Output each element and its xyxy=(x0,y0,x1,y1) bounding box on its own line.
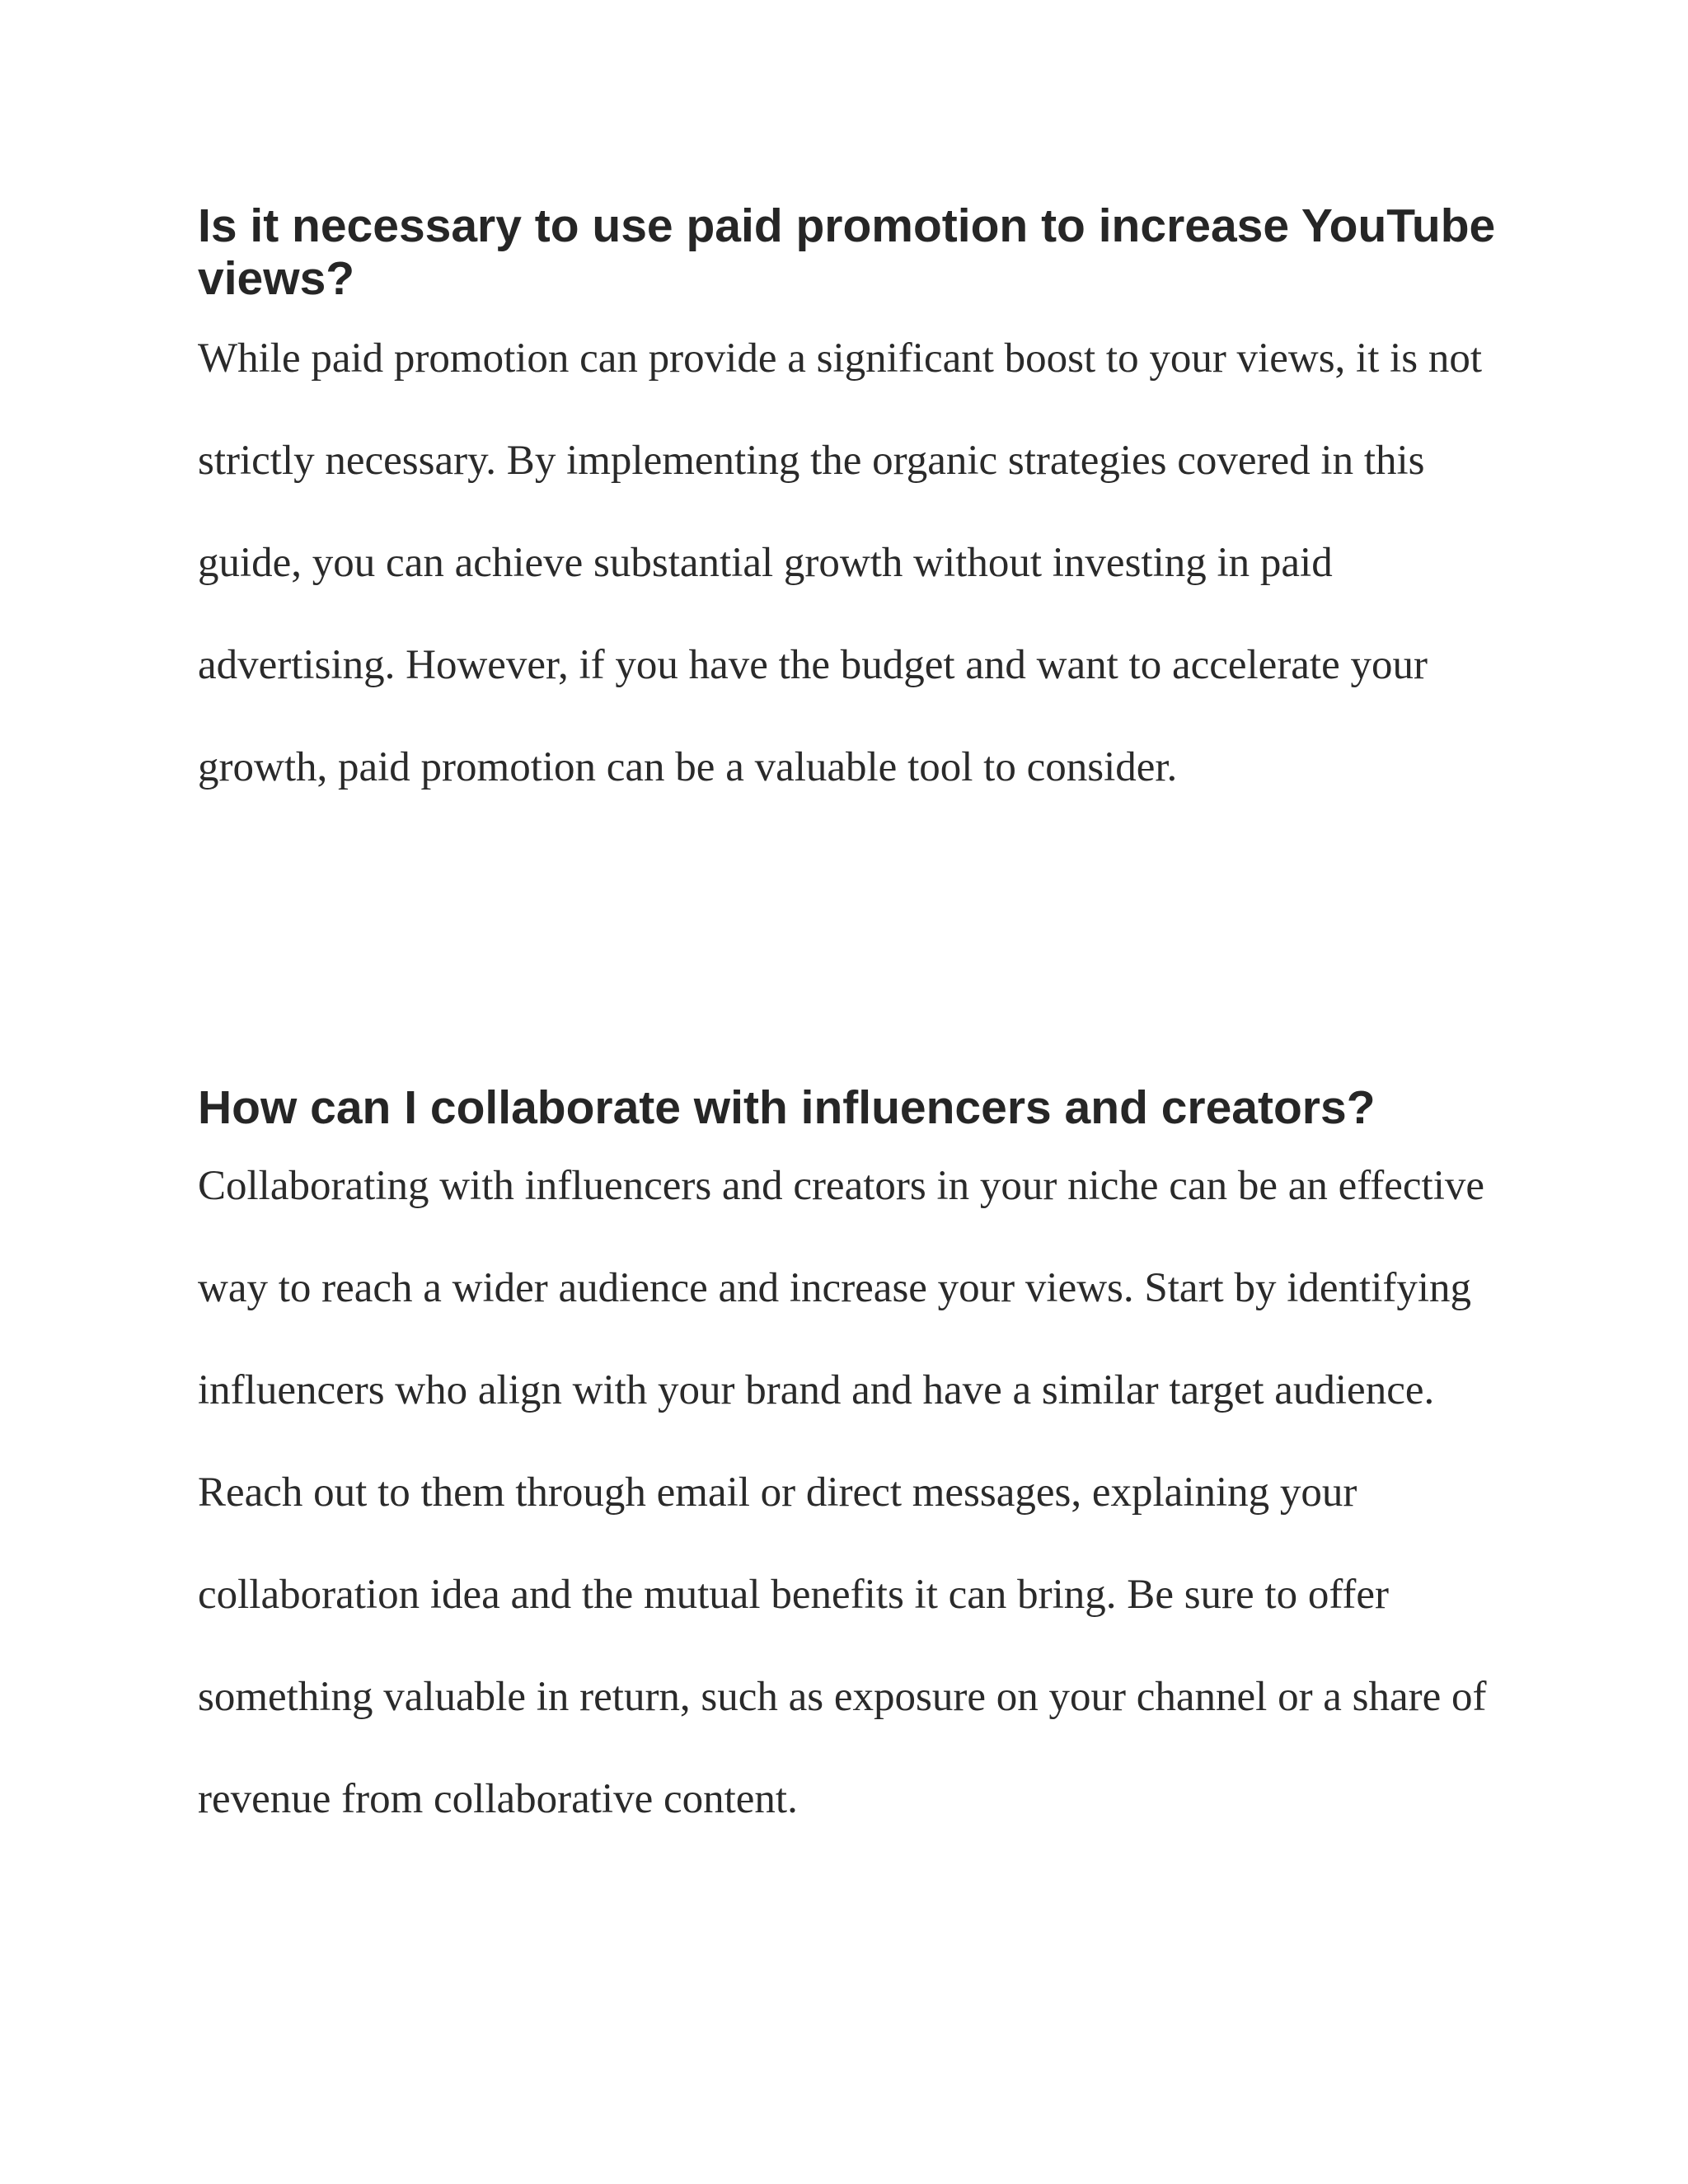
faq-section-collaboration xyxy=(198,1082,1500,1850)
section-heading: Is it necessary to use paid promotion to increase YouTube views? xyxy=(198,199,1496,305)
section-body: While paid promotion can provide a significant boost to your views, it is not strictly necessary. By implementing the organic strategies covered in this guide, you can achieve substantial growth without investing in paid advertising. However, if you have the budget and want to accelerate your growth, paid promotion can be a valuable tool to consider. xyxy=(198,335,1483,790)
section-body: Collaborating with influencers and creators in your niche can be an effective way to reach a wider audience and increase your views. Start by identifying influencers who align with your brand and have a similar target audience. Reach out to them through email or direct messages, explaining your collaboration idea and the mutual benefits it can bring. Be sure to offer something valuable in return, such as exposure on your channel or a share of revenue from collaborative content. xyxy=(198,1162,1487,1822)
faq-section-paid-promotion xyxy=(198,200,1500,818)
section-heading: How can I collaborate with influencers and creators? xyxy=(198,1081,1376,1134)
